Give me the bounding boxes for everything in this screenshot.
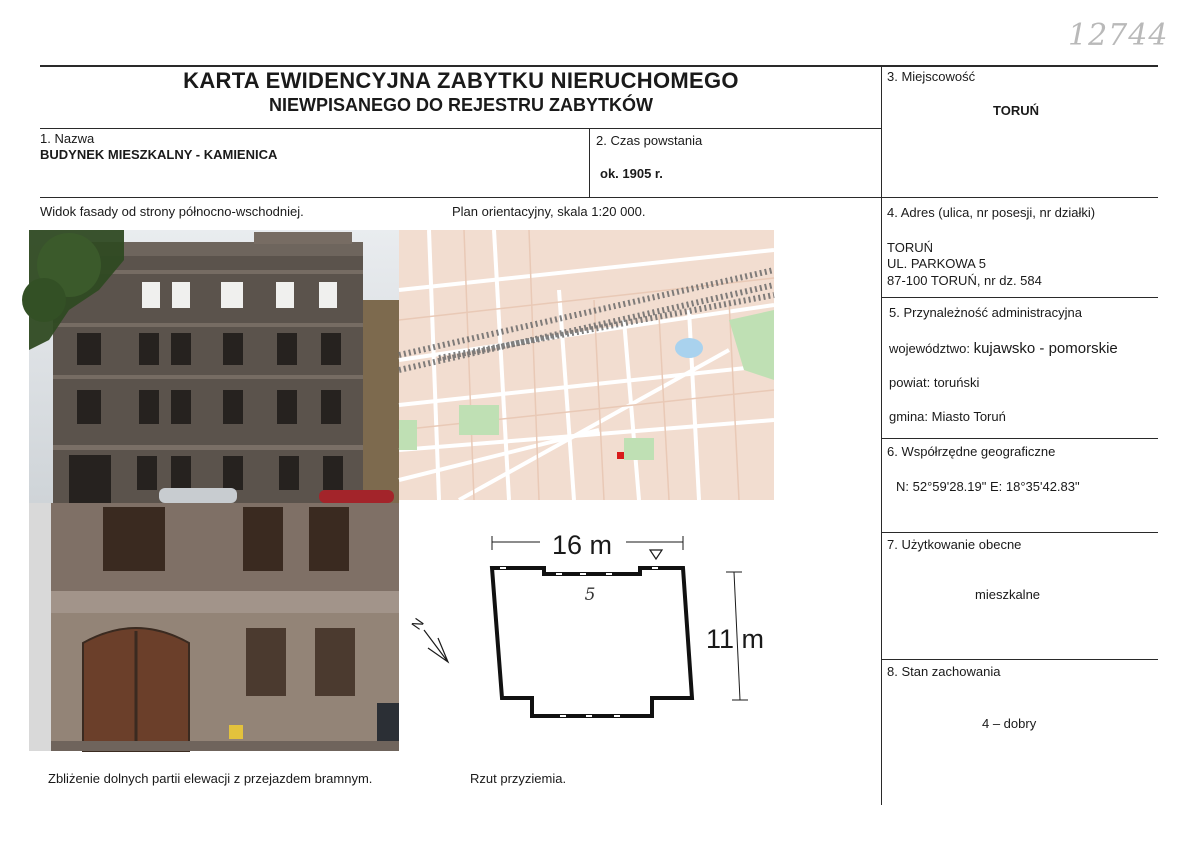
top-rule [40,65,1158,67]
location-marker [617,452,624,459]
locality-label: 3. Miejscowość [887,69,976,84]
handwritten-number: 12744 [1068,18,1169,53]
date-label: 2. Czas powstania [596,133,703,148]
condition-value: 4 – dobry [982,716,1037,731]
usage-value: mieszkalne [975,587,1041,602]
coords-value: N: 52°59'28.19" E: 18°35'42.83" [896,479,1080,494]
depth-label: 11 m [705,624,765,654]
address-line2: UL. PARKOWA 5 [887,256,986,271]
floor-plan [407,522,780,752]
commune-value: Miasto Toruń [931,409,1006,424]
right-rule-5 [882,297,1158,298]
card-subtitle: NIEWPISANEGO DO REJESTRU ZABYTKÓW [268,95,654,115]
voivodeship-row [889,340,1118,357]
closeup-photo-image [29,503,399,751]
right-rule-6 [882,438,1158,439]
orientation-map [399,230,774,500]
right-rule-7 [882,532,1158,533]
address-line1: TORUŃ [887,240,933,255]
facade-photo [29,230,399,503]
date-value: ok. 1905 r. [600,166,663,181]
locality-value: TORUŃ [993,103,1039,118]
closeup-photo [29,503,399,751]
right-column-divider [881,65,882,805]
entrance-marker-icon [650,550,662,559]
name-row-bottom-rule [40,197,1158,198]
north-arrow-icon [408,615,448,662]
name-date-divider [589,128,590,198]
facade-caption: Widok fasady od strony północno-wschodniej. [40,204,304,219]
map-caption: Plan orientacyjny, skala 1:20 000. [452,204,646,219]
county-label: powiat: [889,375,931,390]
name-value: BUDYNEK MIESZKALNY - KAMIENICA [40,147,278,162]
county-row [889,375,979,390]
right-rule-8 [882,659,1158,660]
voivodeship-value: kujawsko - pomorskie [973,340,1118,357]
width-label: 16 m [551,530,613,560]
address-line3: 87-100 TORUŃ, nr dz. 584 [887,273,1042,288]
north-label: N [407,614,427,633]
address-label: 4. Adres (ulica, nr posesji, nr działki) [887,205,1096,220]
usage-label: 7. Użytkowanie obecne [887,537,1022,552]
county-value: toruński [933,375,980,390]
coords-label: 6. Współrzędne geograficzne [887,444,1056,459]
closeup-caption: Zbliżenie dolnych partii elewacji z przejazdem bramnym. [48,771,373,786]
admin-label: 5. Przynależność administracyjna [889,305,1082,320]
plan-caption: Rzut przyziemia. [470,771,567,786]
orientation-map-image [399,230,774,500]
commune-row [889,409,1006,424]
voivodeship-label: województwo: [889,341,970,356]
facade-photo-image [29,230,399,503]
building-number: 5 [584,585,596,605]
card-title: KARTA EWIDENCYJNA ZABYTKU NIERUCHOMEGO [183,68,739,93]
condition-label: 8. Stan zachowania [887,664,1001,679]
commune-label: gmina: [889,409,929,424]
title-bottom-rule [40,128,882,129]
name-label: 1. Nazwa [40,131,95,146]
